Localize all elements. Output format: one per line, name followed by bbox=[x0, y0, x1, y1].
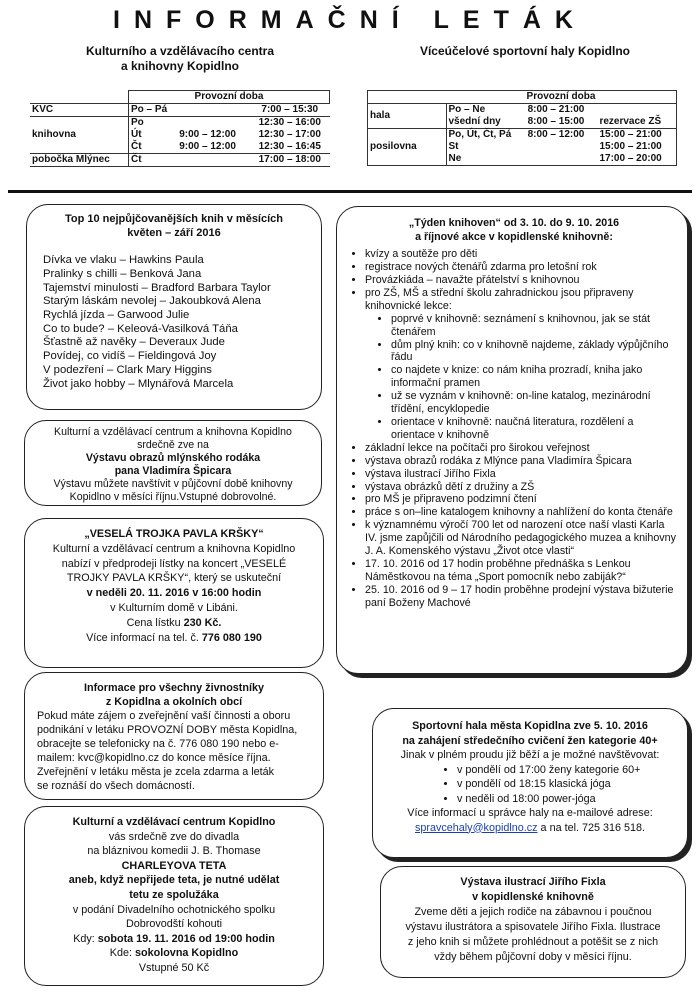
divadlo-where: sokolovna Kopidlno bbox=[135, 947, 239, 960]
divadlo-play-subtitle: tetu ze spolužáka bbox=[129, 888, 219, 901]
vystava-line: srdečně zve na bbox=[137, 439, 209, 451]
list-item: • už se vyznám v knihovně: on-line katalog, mezinárodní třídění, encyklopedie bbox=[391, 390, 677, 416]
list-item: • základní lekce na počítači pro širokou veřejnost bbox=[365, 442, 677, 455]
list-item: • Provázkiáda – navažte přátelství s knihovnou bbox=[365, 274, 677, 287]
trojka-phone: 776 080 190 bbox=[201, 631, 262, 644]
list-item: • orientace v knihovně: naučná literatura, rozdělení a orientace v knihovně bbox=[391, 416, 677, 442]
list-item: V podezření – Clark Mary Higgins bbox=[43, 363, 212, 376]
trojka-price-label: Cena lístku bbox=[126, 616, 184, 629]
list-item: Starým láskám nevolej – Jakoubková Alena bbox=[43, 295, 261, 308]
left-hours-table bbox=[30, 90, 330, 167]
hala-name: hala bbox=[370, 110, 391, 121]
list-item: • co najdete v knize: co nám kniha prozradí, kniha jako informační pramen bbox=[391, 364, 677, 390]
list-item: • 25. 10. 2016 od 9 – 17 hodin proběhne prodejní výstava bižuterie paní Boženy Machové bbox=[365, 584, 677, 610]
zivnostnici-line: obracejte se telefonicky na č. 776 080 190 nebo e- bbox=[37, 738, 279, 750]
divadlo-play-title: CHARLEYOVA TETA bbox=[121, 859, 227, 872]
right-header: Víceúčelové sportovní haly Kopidlno bbox=[419, 44, 631, 58]
sport-phone: a na tel. 725 316 518. bbox=[537, 821, 646, 834]
trojka-box bbox=[24, 518, 324, 668]
header-divider bbox=[8, 190, 692, 193]
divadlo-play-subtitle: aneb, když nepřijede teta, je nutné udělat bbox=[68, 874, 280, 887]
hala-note: rezervace ZŠ bbox=[599, 116, 662, 127]
knihovna-time1: 9:00 – 12:00 bbox=[179, 141, 236, 152]
vystava-line: Kulturní a vzdělávací centrum a knihovna Kopidlno bbox=[54, 426, 292, 438]
fixl-title: v kopidlenské knihovně bbox=[472, 891, 594, 903]
posilovna-days: St bbox=[446, 141, 526, 153]
list-item: • výstava obrazů rodáka z Mlýnce pana Vladimíra Špicara bbox=[365, 455, 677, 468]
list-item: • práce s on–line katalogem knihovny a nahlížení do konta čtenáře bbox=[365, 506, 677, 519]
list-item: Tajemství minulosti – Bradford Barbara Taylor bbox=[43, 281, 271, 294]
posilovna-time: 15:00 – 21:00 bbox=[599, 141, 662, 152]
sport-title: na zahájení středečního cvičení žen kategorie 40+ bbox=[402, 734, 658, 747]
knihovna-time2: 12:30 – 16:45 bbox=[258, 141, 321, 152]
list-item: Šťastně až navěky – Deveraux Jude bbox=[43, 336, 225, 349]
list-item: • pro ZŠ, MŠ a střední školu zahradnickou jsou připraveny knihovnické lekce: bbox=[365, 287, 677, 313]
sport-email-link[interactable]: spravcehaly@kopidlno.cz bbox=[414, 821, 538, 834]
hala-days: všední dny bbox=[446, 116, 526, 129]
list-item: • k významnému výročí 700 let od narození otce naší vlasti Karla IV. jsme zapůjčili od Národního pedagogického muzea a knihovny J. A. Komenského výstavu „Život otce vlasti“ bbox=[365, 519, 677, 558]
tyden-list bbox=[351, 442, 677, 610]
top10-title: Top 10 nejpůjčovanějších knih v měsících bbox=[64, 213, 284, 225]
list-item: • poprvé v knihovně: seznámení s knihovnou, jak se stát čtenářem bbox=[391, 313, 677, 339]
knihovna-day: Čt bbox=[129, 141, 178, 154]
top10-subtitle: květen – září 2016 bbox=[127, 226, 221, 239]
kvc-time: 7:00 – 15:30 bbox=[261, 104, 319, 115]
tyden-list bbox=[351, 248, 677, 313]
trojka-line: TROJKY PAVLA KRŠKY“, který se uskuteční bbox=[66, 572, 282, 585]
fixl-line: z jeho knih si můžete prohlédnout a potěšit se z nich bbox=[407, 936, 659, 948]
knihovna-day: Út bbox=[129, 129, 178, 141]
list-item: • kvízy a soutěže pro děti bbox=[365, 248, 677, 261]
list-item: Povídej, co vidíš – Fieldingová Joy bbox=[43, 350, 217, 363]
divadlo-when-label: Kdy: bbox=[73, 932, 98, 945]
knihovna-name: knihovna bbox=[32, 129, 76, 140]
divadlo-line: Dobrovodští kohouti bbox=[125, 918, 223, 931]
knihovna-day: Po bbox=[129, 117, 178, 130]
hala-days: Po – Ne bbox=[446, 104, 526, 117]
list-item: • výstava obrázků dětí z družiny a ZŠ bbox=[365, 481, 677, 494]
trojka-price: 230 Kč. bbox=[183, 616, 222, 629]
sport-list bbox=[381, 763, 679, 807]
list-item: Co to bude? – Keleová-Vasilková Táňa bbox=[43, 322, 238, 335]
kvc-days: Po – Pá bbox=[129, 104, 178, 117]
list-item: Rychlá jízda – Garwood Julie bbox=[43, 309, 190, 321]
knihovna-time2: 12:30 – 17:00 bbox=[258, 129, 321, 140]
hala-time: 8:00 – 21:00 bbox=[527, 104, 585, 115]
left-header-line1: Kulturního a vzdělávacího centra bbox=[85, 44, 275, 58]
left-header bbox=[20, 44, 340, 74]
top10-box bbox=[26, 204, 322, 410]
trojka-title: „VESELÁ TROJKA PAVLA KRŠKY“ bbox=[84, 528, 264, 540]
right-hours-heading: Provozní doba bbox=[526, 91, 596, 102]
left-hours-heading: Provozní doba bbox=[129, 91, 330, 104]
tyden-box bbox=[336, 206, 688, 674]
vystava-line: Kopidlno v měsíci říjnu.Vstupné dobrovolné. bbox=[69, 491, 277, 503]
trojka-line: v Kulturním domě v Libáni. bbox=[110, 601, 238, 614]
zivnostnici-line: mailem: kvc@kopidlno.cz do konce měsíce října. bbox=[37, 752, 271, 764]
fixl-line: vždy během půjčovní doby v měsíci říjnu. bbox=[434, 951, 632, 963]
fixl-title: Výstava ilustrací Jiřího Fixla bbox=[460, 876, 606, 888]
vystava-line: Výstavu můžete navštívit v půjčovní době knihovny bbox=[53, 478, 293, 490]
list-item: • v pondělí od 18:15 klasická jóga bbox=[457, 777, 679, 792]
pobocka-name: pobočka Mlýnec bbox=[32, 154, 110, 165]
sport-line: Jinak v plném proudu již běží a je možné navštěvovat: bbox=[400, 749, 660, 761]
divadlo-line: vás srdečně zve do divadla bbox=[108, 830, 240, 843]
sport-box bbox=[372, 708, 688, 858]
list-item: • dům plný knih: co v knihovně najdeme, základy výpůjčního řádu bbox=[391, 339, 677, 365]
posilovna-time: 17:00 – 20:00 bbox=[599, 153, 662, 164]
trojka-line: Kulturní a vzdělávací centrum a knihovna Kopidlno bbox=[52, 542, 296, 555]
divadlo-line: na bláznivou komedii J. B. Thomase bbox=[87, 845, 261, 858]
kvc-name: KVC bbox=[32, 104, 54, 115]
tyden-subtitle: a říjnové akce v kopidlenské knihovně: bbox=[415, 230, 613, 243]
divadlo-line: v podání Divadelního ochotnického spolku bbox=[72, 903, 276, 916]
knihovna-time2: 12:30 – 16:00 bbox=[258, 117, 321, 128]
trojka-phone-label: Více informací na tel. č. bbox=[86, 631, 202, 644]
divadlo-price: Vstupné 50 Kč bbox=[138, 961, 210, 974]
hala-time: 8:00 – 15:00 bbox=[527, 116, 585, 127]
left-header-line2: a knihovny Kopidlno bbox=[120, 59, 239, 73]
divadlo-title: Kulturní a vzdělávací centrum Kopidlno bbox=[72, 816, 276, 828]
zivnostnici-line: podnikání v letáku PROVOZNÍ DOBY města Kopidlna, bbox=[37, 724, 298, 736]
tyden-sublist bbox=[351, 313, 677, 442]
list-item: • v neděli od 18:00 power-jóga bbox=[457, 792, 679, 807]
fixl-line: Zveme děti a jejich rodiče na zábavnou i poučnou bbox=[414, 906, 652, 918]
right-hours-table bbox=[367, 90, 677, 166]
trojka-date: v neděli 20. 11. 2016 v 16:00 hodin bbox=[86, 587, 262, 600]
list-item: • v pondělí od 17:00 ženy kategorie 60+ bbox=[457, 763, 679, 778]
fixl-line: výstavu ilustrátora a spisovatele Jiřího Fixla. Ilustrace bbox=[405, 921, 661, 933]
zivnostnici-box bbox=[24, 672, 324, 800]
sport-title: Sportovní hala města Kopidlna zve 5. 10. 2016 bbox=[412, 720, 648, 732]
knihovna-time1 bbox=[177, 117, 250, 130]
list-item: • registrace nových čtenářů zdarma pro letošní rok bbox=[365, 261, 677, 274]
list-item: Pralinky s chilli – Benková Jana bbox=[43, 267, 202, 280]
vystava-title: pana Vladimíra Špicara bbox=[114, 465, 232, 477]
divadlo-box bbox=[24, 806, 324, 986]
book-list bbox=[43, 254, 305, 391]
divadlo-when: sobota 19. 11. 2016 od 19:00 hodin bbox=[97, 932, 275, 945]
vystava-title: Výstavu obrazů mlýnského rodáka bbox=[85, 452, 261, 464]
pobocka-day: Čt bbox=[129, 154, 178, 167]
tyden-title: „Týden knihoven“ od 3. 10. do 9. 10. 2016 bbox=[408, 217, 620, 229]
posilovna-time: 8:00 – 12:00 bbox=[527, 129, 585, 140]
sport-line: Více informací u správce haly na e-mailové adrese: bbox=[407, 807, 653, 819]
knihovna-time1: 9:00 – 12:00 bbox=[179, 129, 236, 140]
list-item: • výstava ilustrací Jiřího Fixla bbox=[365, 468, 677, 481]
zivnostnici-title: Informace pro všechny živnostníky bbox=[83, 682, 264, 694]
zivnostnici-line: Zveřejnění v letáku města je zcela zdarma a leták bbox=[37, 766, 275, 778]
fixl-box bbox=[380, 866, 686, 978]
list-item: Život jako hobby – Mlynářová Marcela bbox=[43, 377, 234, 390]
posilovna-time: 15:00 – 21:00 bbox=[599, 129, 662, 140]
list-item: • pro MŠ je připraveno podzimní čtení bbox=[365, 493, 677, 506]
posilovna-name: posilovna bbox=[370, 141, 417, 152]
pobocka-time: 17:00 – 18:00 bbox=[258, 154, 321, 165]
divadlo-where-label: Kde: bbox=[109, 947, 136, 960]
zivnostnici-line: Pokud máte zájem o zveřejnění vaší činnosti a oboru bbox=[37, 710, 291, 722]
trojka-line: nabízí v předprodeji lístky na koncert „VESELÉ bbox=[61, 557, 287, 570]
list-item: • 17. 10. 2016 od 17 hodin proběhne přednáška s Lenkou Náměstkovou na téma „Sport pomocník nebo zabiják?“ bbox=[365, 558, 677, 584]
zivnostnici-title: z Kopidlna a okolních obcí bbox=[105, 696, 243, 708]
posilovna-days: Po, Út, Čt, Pá bbox=[446, 129, 526, 142]
zivnostnici-line: se roznáší do všech domácností. bbox=[37, 780, 195, 792]
vystava-box bbox=[24, 420, 322, 506]
page-title: INFORMAČNÍ LETÁK bbox=[113, 6, 587, 34]
posilovna-days: Ne bbox=[446, 153, 526, 166]
list-item: Dívka ve vlaku – Hawkins Paula bbox=[43, 254, 204, 267]
